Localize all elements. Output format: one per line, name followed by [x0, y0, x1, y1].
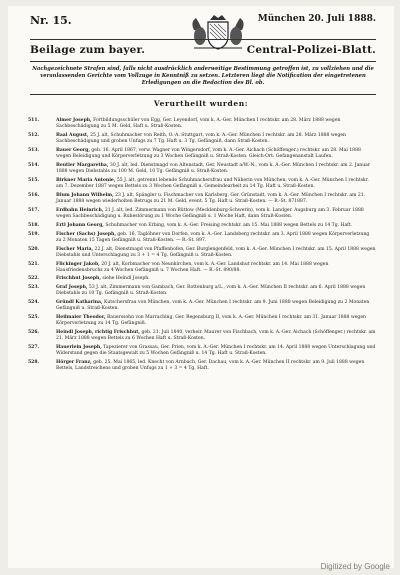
entry-number: 511. — [28, 118, 40, 123]
entry-number: 517. — [28, 207, 40, 213]
entry-text: 22 J. alt, Dienstmagd von Pfaffenhofen, Ger. Burglengenfeld, vom k. A.-Ger. München I rechtskr. am 15. April 1888 wegen Diebstahls und Unterschlagung zu 3 + 1 = 4 Tg. Gefängniß u. Straß-Kosten. — [56, 246, 376, 258]
issue-number: Nr. 15. — [30, 14, 72, 27]
digitized-watermark: Digitized by Google — [320, 562, 390, 571]
entry-number: 513. — [28, 147, 40, 153]
entry-text: geb. 25. Mai 1865, led. Knecht von Arnbach, Ger. Dachau, vom k. A.-Ger. München II rechtskr. am 9. Juli 1888 wegen Bettels, Landstreichens und groben Unfugs zu 1 + 3 = 4 Tg. Haft. — [56, 360, 365, 372]
entry-name: Fischer (Sachs) Joseph, — [56, 231, 116, 237]
notice-divider — [30, 94, 376, 95]
entry-number: 520. — [28, 246, 40, 252]
entry-number: 512. — [28, 132, 40, 138]
entry-text: 55 J. alt, getrennt lebende Schuhmachersfrau und Näherin von München, vom k. A.-Ger. München I rechtskr. am 7. Dezember 1887 wegen Bettels zu 3 Wochen Gefängniß u. Gemeindearbeit zu 14 Tg. Haft u. Straß-Kosten. — [56, 177, 369, 190]
list-item — [28, 315, 376, 328]
entry-name: Almer Joseph, — [56, 118, 92, 123]
entry-text: Tapezierer von Grassau, Ger. Prien, vom k. A.-Ger. München I rechtskr. am 14. April 1888 wegen Unterschlagung und Widerstand gegen die Staatsgewalt zu 5 Wochen Gefängniß u. 14 Tg. Haft u. Straß-Kosten. — [56, 345, 376, 357]
entry-name: Ertl Johann Georg, — [56, 222, 104, 228]
list-item — [28, 133, 376, 146]
list-item — [28, 232, 376, 245]
entry-number: 514. — [28, 162, 40, 168]
list-item — [28, 223, 376, 229]
entry-name: Fischer Maria, — [56, 246, 94, 252]
entry-name: Gründl Katharina, — [56, 300, 103, 306]
list-item — [28, 247, 376, 260]
entry-number: 523. — [28, 285, 40, 291]
entry-name: Graf Joseph, — [56, 285, 88, 291]
entry-number: 519. — [28, 231, 40, 237]
entry-number: 516. — [28, 192, 40, 198]
verdict-list — [28, 118, 376, 375]
entry-text: 30 J. alt, led. Dienstmagd von Altenstadt, Ger. Neustadt a/W.-N., vom k. A.-Ger. München I rechtskr. am 2. Januar 1888 wegen Diebstahls zu 100 M. Geld, 10 Tg. Gefängniß u. Straß-Kosten. — [56, 162, 371, 175]
list-item — [28, 208, 376, 221]
list-item — [28, 118, 376, 131]
entry-name: Beutler Margaretha, — [56, 162, 109, 168]
list-item — [28, 178, 376, 191]
entry-name: Flickinger Jakob, — [56, 261, 100, 267]
entry-text: Fortbildungsschüler von Egg, Ger. Leyendorf, vom k. A.-Ger. München I rechtskr. am 28. März 1888 wegen Sachbeschädigung zu 5 M. Geld, Haft u. Straß-Kosten. — [56, 118, 341, 130]
entry-text: geb. 16. April 1867, verw. Wagner von Wingersdorf, vom k. A.-Ger. Aichach (Schöffenger.) rechtskr. am 28. Mai 1888 wegen Beleidigung und Körperverletzung zu 3 Wochen Gefängniß u. Straß-Kosten. Gleich-Ort: Gefangenanstalt Laufen. — [56, 147, 361, 160]
entry-name: Hauerlein Joseph, — [56, 345, 102, 351]
list-item — [28, 193, 376, 206]
list-item — [28, 276, 376, 282]
entry-number: 522. — [28, 276, 40, 282]
entry-name: Blum Johann Wilhelm, — [56, 192, 114, 198]
title-left: Beilage zum bayer. — [30, 44, 146, 56]
list-item — [28, 148, 376, 161]
entry-number: 521. — [28, 261, 40, 267]
entry-text: 53 J. alt, Zimmermann von Gambach, Ger. Rottenburg a/L., vom k. A.-Ger. München II rechtskr. am 6. April 1888 wegen Diebstahls zu 10 Tg. Gefängniß u. Straß-Kosten. — [56, 285, 366, 297]
title-right: Central-Polizei-Blatt. — [246, 44, 376, 56]
title-bar — [30, 44, 376, 58]
issue-date: München 20. Juli 1888. — [257, 14, 376, 24]
entry-text: geb. 16, Taglöhner von Dorfen, vom k. A.-Ger. Landsberg rechtskr. am 3. April 1888 wegen Körperverletzung zu 2 Monaten 15 Tagen Gefängniß u. Straß-Kosten. — R.-St. 897. — [56, 231, 370, 243]
entry-text: siehe Heindl Joseph. — [102, 276, 150, 282]
list-item — [28, 330, 376, 343]
legal-notice: Nachgezeichnete Strafen sind, falls nicht ausdrücklich anderweitige Bestimmung getroffen ist, zu vollziehen und die veranlassenden Gerichte vom Vollzuge in Kenntniß zu setzen. Letzteren liegt die Notification der eingetretenen Erledigungen an die Redaction des Bl. ob. — [32, 66, 374, 86]
title-divider — [30, 61, 376, 62]
entry-number: 527. — [28, 345, 40, 351]
entry-number: 515. — [28, 177, 40, 183]
masthead — [30, 14, 376, 32]
entry-text: 21 J. alt, led. Zimmermann von Büttow (Mecklenburg-Schwerin), vom k. Landger. Augsburg am 3. Februar 1888 wegen Sachbeschädigung u. Ruhestörung zu 1 Woche Gefängniß u. 1 Woche Haft, dann Straß-Kosten. — [56, 207, 364, 220]
entry-text: 23 J. alt, Spängler u. Fischmacher von Karlsberg, Ger. Grünstadt, vom k. A.-Ger. München I rechtskr. am 21. Januar 1888 wegen wiederholten Betrugs zu 21 M. Geld, event. 5 Tg. Haft u. Straß-Kosten. — R.-St. 871887. — [56, 192, 366, 205]
entry-name: Erdbahn Heinrich, — [56, 207, 104, 213]
list-item — [28, 345, 376, 358]
entry-text: 20 J. alt, Korbmacher von Neunkirchen, vom k. A.-Ger. Landshut rechtskr. am 14. Mai 1888 wegen Hausfriedensbruchs zu 4 Wochen Gefängniß u. 7 Wochen Haft. — R.-St. 890/88. — [56, 261, 329, 273]
entry-number: 525. — [28, 315, 40, 321]
entry-name: Bauer Georg, — [56, 147, 90, 153]
entry-name: Baal August, — [56, 132, 89, 138]
newspaper-page — [8, 6, 394, 568]
list-item — [28, 285, 376, 298]
entry-number: 524. — [28, 300, 40, 306]
entry-text: 25 J. alt, Schuhmacher von Reith, O.-A. Stuttgart, vom k. A.-Ger. München I rechtskr. am 28. März 1888 wegen Sachbeschädigung und groben Unfugs zu 7 Tg. Haft u. 3 Tg. Gefängniß, dann Straß-Kosten. — [56, 132, 346, 145]
entry-text: Kutschersfrau von München, vom k. A.-Ger. München I rechtskr. am 9. Juni 1888 wegen Beleidigung zu 2 Monaten Gefängniß u. Straß-Kosten. — [56, 300, 370, 312]
entry-number: 528. — [28, 360, 40, 366]
entry-number: 518. — [28, 222, 40, 228]
entry-name: Heilmaier Theodor, — [56, 315, 106, 321]
top-divider — [30, 39, 376, 40]
entry-name: Frischhut Joseph, — [56, 276, 101, 282]
entry-name: Heindl Joseph, richtig Frischhut, — [56, 330, 140, 336]
list-item — [28, 300, 376, 313]
entry-text: geb. 21. Juli 1840, verheir. Maurer von Fischbach, vom k. A.-Ger. Aichach (Schöffenger.) rechtskr. am 21. März 1888 wegen Bettels zu 6 Wochen Haft u. Straß-Kosten. — [56, 330, 376, 342]
list-item — [28, 163, 376, 176]
entry-text: Bauerssohn von Marraching, Ger. Regensburg II, vom k. A.-Ger. München I rechtskr. am 31. Januar 1888 wegen Körperverletzung zu 14 Tg. Gefängniß. — [56, 315, 366, 327]
list-item — [28, 360, 376, 373]
list-item — [28, 262, 376, 275]
entry-name: Birkner Maria Antonie, — [56, 177, 116, 183]
entry-text: Schuhmacher von Erbing, vom k. A.-Ger. Freising rechtskr. am 15. Mai 1888 wegen Bettels zu 14 Tg. Haft. — [105, 222, 353, 228]
entry-number: 526. — [28, 330, 40, 336]
section-heading: Verurtheilt wurden: — [153, 99, 249, 108]
entry-name: Hörger Franz, — [56, 360, 92, 366]
